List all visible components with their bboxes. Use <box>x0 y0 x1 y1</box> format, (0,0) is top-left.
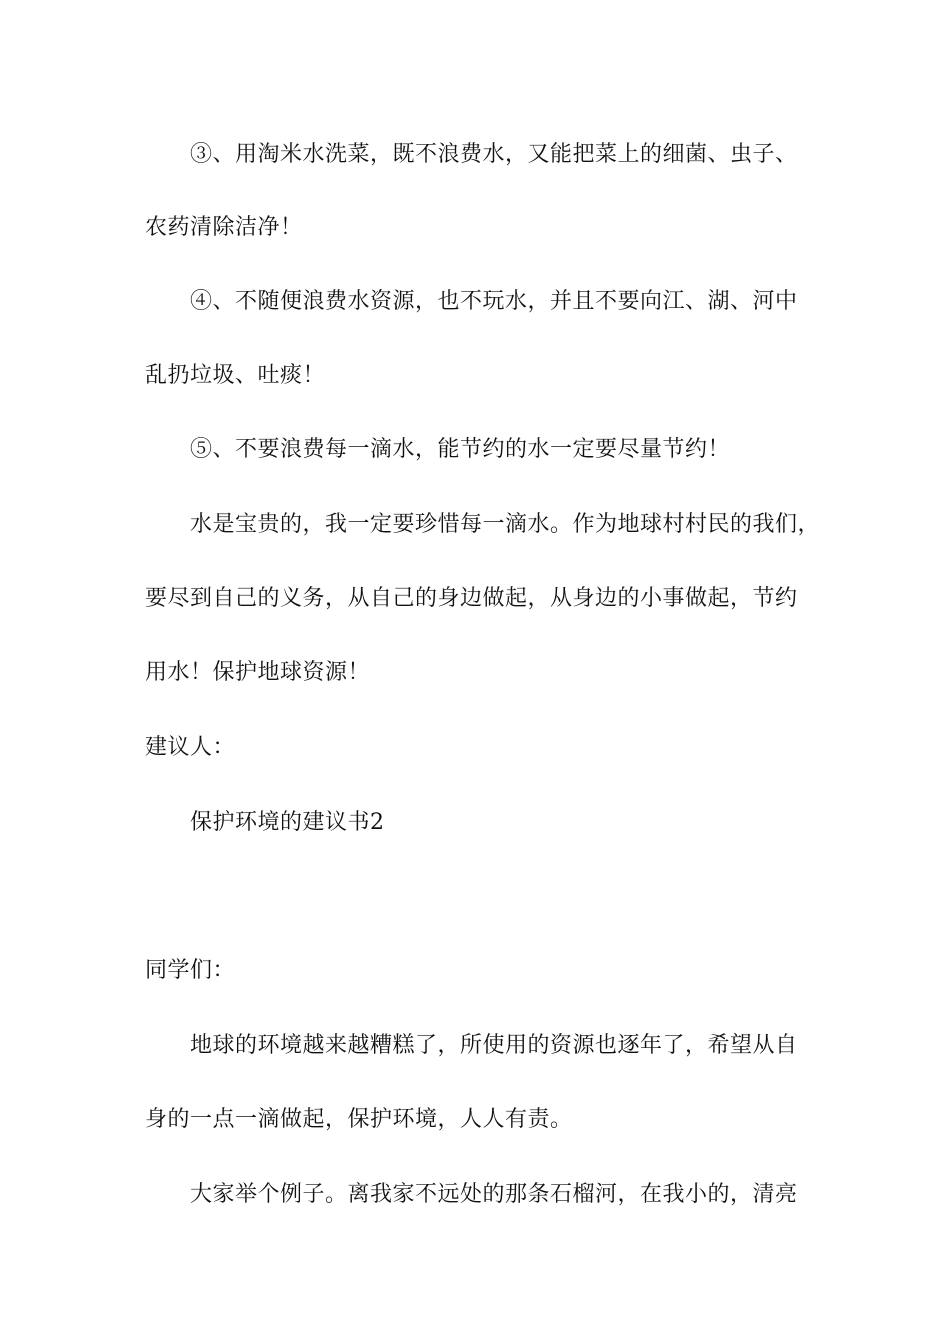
salutation: 同学们： <box>145 958 236 983</box>
paragraph-line: 要尽到自己的义务，从自己的身边做起，从身边的小事做起，节约 <box>145 586 798 611</box>
paragraph-line: ③、用淘米水洗菜，既不浪费水，又能把菜上的细菌、虫子、 <box>190 142 798 167</box>
paragraph-line: ④、不随便浪费水资源，也不玩水，并且不要向江、湖、河中 <box>190 289 798 314</box>
paragraph-line: ⑤、不要浪费每一滴水，能节约的水一定要尽量节约！ <box>190 437 731 462</box>
paragraph-line: 乱扔垃圾、吐痰！ <box>145 363 326 388</box>
paragraph-line: 水是宝贵的，我一定要珍惜每一滴水。作为地球村村民的我们， <box>190 512 821 537</box>
signature-label: 建议人： <box>145 735 236 760</box>
paragraph-line: 身的一点一滴做起，保护环境，人人有责。 <box>145 1107 573 1132</box>
paragraph-line: 地球的环境越来越糟糕了，所使用的资源也逐年了，希望从自 <box>190 1033 798 1058</box>
paragraph-line: 大家举个例子。离我家不远处的那条石榴河，在我小的，清亮 <box>190 1182 798 1207</box>
paragraph-line: 用水！保护地球资源！ <box>145 660 371 685</box>
section-title: 保护环境的建议书2 <box>190 810 385 835</box>
paragraph-line: 农药清除洁净！ <box>145 215 303 240</box>
